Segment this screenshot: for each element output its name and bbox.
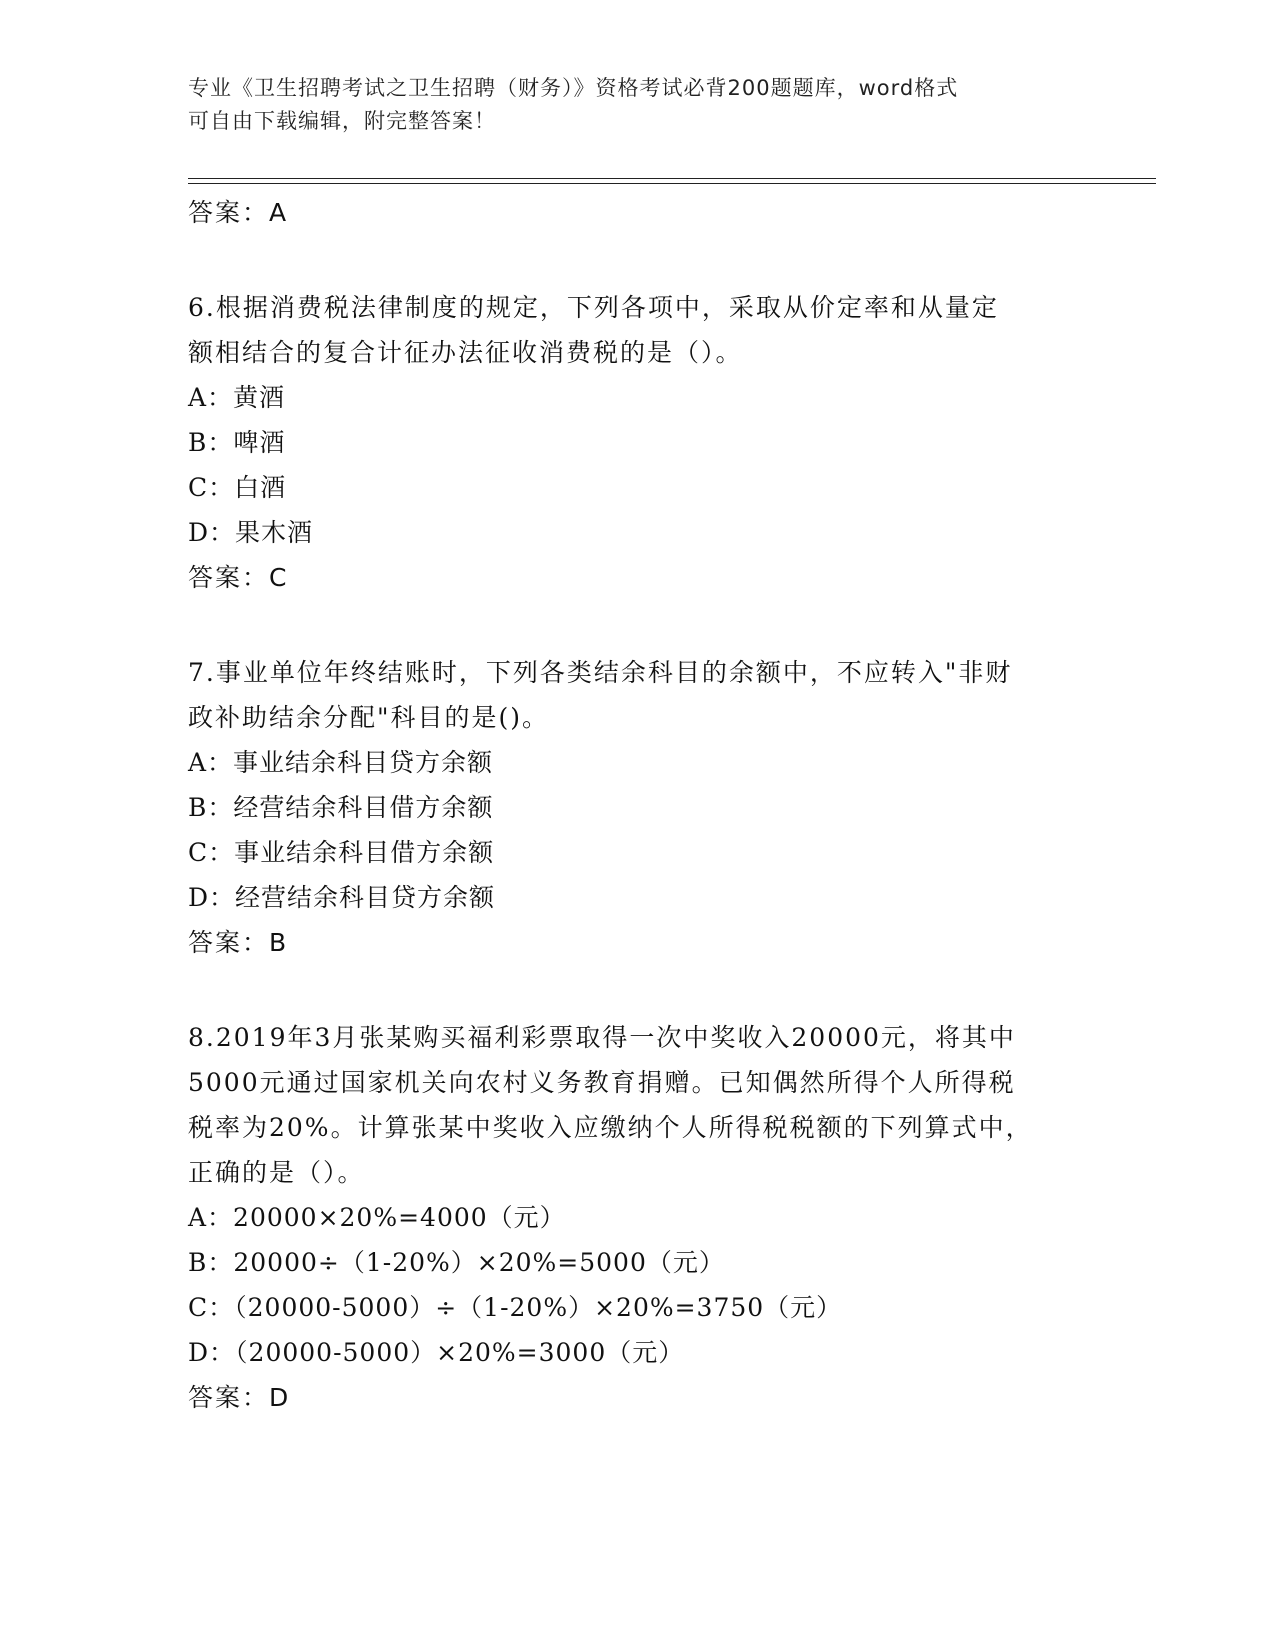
question-8-stem-line-2: 5000元通过国家机关向农村义务教育捐赠。已知偶然所得个人所得税 — [188, 1068, 1016, 1097]
question-6-stem-line-1: 6.根据消费税法律制度的规定，下列各项中，采取从价定率和从量定 — [188, 293, 999, 322]
question-7-stem-line-1: 7.事业单位年终结账时，下列各类结余科目的余额中，不应转入"非财 — [188, 658, 1013, 687]
document-header — [188, 72, 1088, 138]
header-line-1: 专业《卫生招聘考试之卫生招聘（财务）》资格考试必背200题题库，word格式 — [188, 76, 959, 100]
header-divider-bottom — [188, 183, 1156, 184]
question-7-option-c: C：事业结余科目借方余额 — [188, 838, 495, 867]
answer-5: 答案：A — [188, 198, 289, 227]
question-6-option-c: C：白酒 — [188, 473, 287, 502]
question-6 — [188, 285, 1088, 600]
question-7 — [188, 650, 1088, 965]
question-7-option-b: B：经营结余科目借方余额 — [188, 793, 494, 822]
question-7-stem — [188, 650, 1088, 740]
header-divider-top — [188, 178, 1156, 179]
question-7-option-d: D：经营结余科目贷方余额 — [188, 883, 496, 912]
question-6-stem — [188, 285, 1088, 375]
question-6-option-d: D：果木酒 — [188, 518, 314, 547]
question-7-answer: 答案：B — [188, 928, 289, 957]
question-8-option-b: B：20000÷（1-20%）×20%=5000（元） — [188, 1248, 725, 1277]
question-list — [188, 190, 1088, 1420]
question-8 — [188, 1015, 1088, 1420]
question-8-stem — [188, 1015, 1088, 1195]
question-8-answer: 答案：D — [188, 1383, 291, 1412]
question-8-stem-line-3: 税率为20%。计算张某中奖收入应缴纳个人所得税税额的下列算式中， — [188, 1113, 1033, 1142]
question-8-option-d: D：（20000-5000）×20%=3000（元） — [188, 1338, 685, 1367]
question-8-option-c: C：（20000-5000）÷（1-20%）×20%=3750（元） — [188, 1293, 843, 1322]
question-8-option-a: A：20000×20%=4000（元） — [188, 1203, 566, 1232]
question-8-stem-line-1: 8.2019年3月张某购买福利彩票取得一次中奖收入20000元，将其中 — [188, 1023, 1016, 1052]
question-8-stem-line-4: 正确的是（）。 — [188, 1158, 365, 1187]
question-6-stem-line-2: 额相结合的复合计征办法征收消费税的是（）。 — [188, 338, 743, 367]
question-7-option-a: A：事业结余科目贷方余额 — [188, 748, 494, 777]
question-6-option-b: B：啤酒 — [188, 428, 286, 457]
header-line-2: 可自由下载编辑，附完整答案！ — [188, 109, 496, 133]
question-6-option-a: A：黄酒 — [188, 383, 286, 412]
question-6-answer: 答案：C — [188, 563, 289, 592]
question-7-stem-line-2: 政补助结余分配"科目的是()。 — [188, 703, 550, 732]
